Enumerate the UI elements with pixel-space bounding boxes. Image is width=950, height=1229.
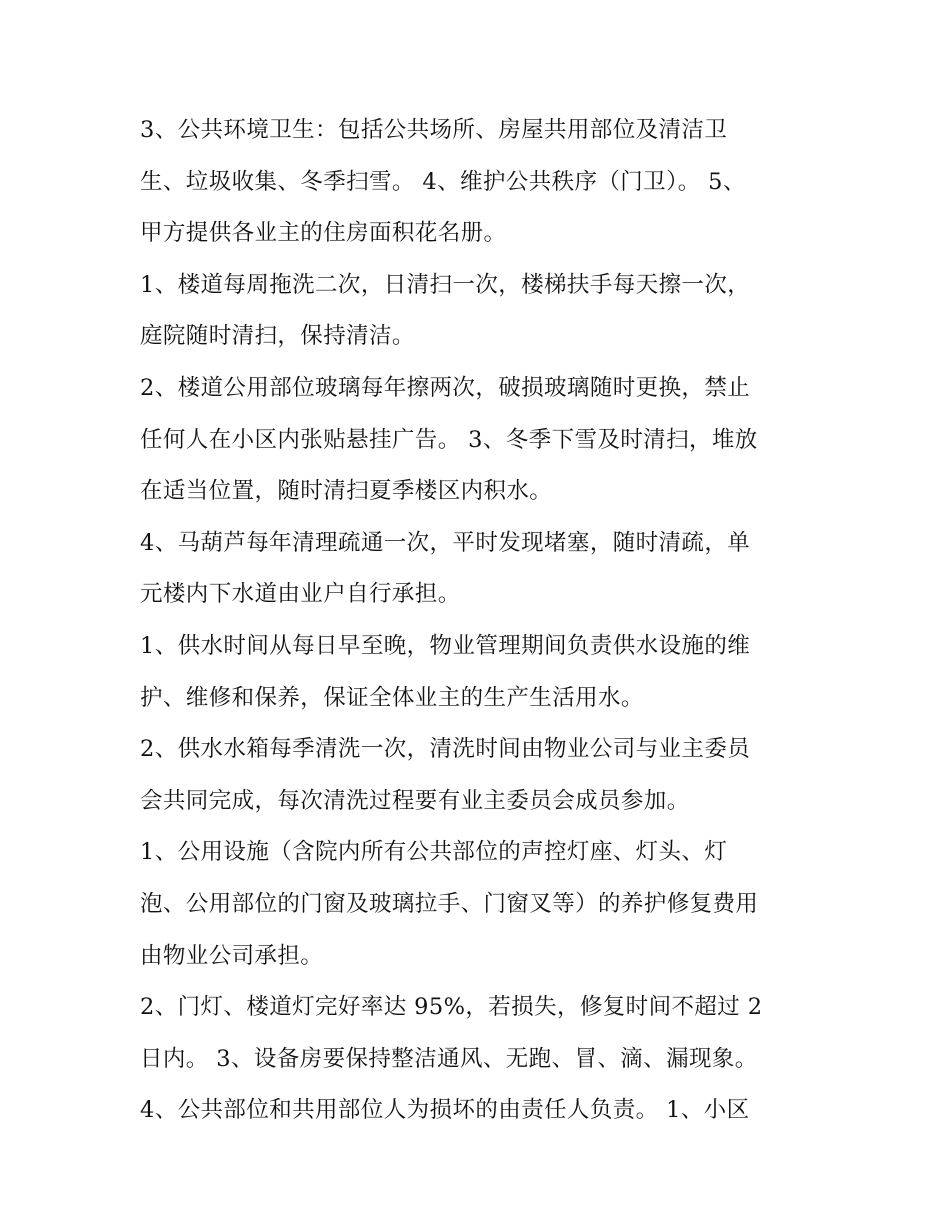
text-line: 会共同完成，每次清洗过程要有业主委员会成员参加。 — [140, 787, 690, 814]
text-line: 在适当位置，随时清扫夏季楼区内积水。 — [140, 478, 553, 505]
document-body — [140, 105, 830, 1137]
text-line: 2、供水水箱每季清洗一次，清洗时间由物业公司与业主委员 — [140, 736, 751, 763]
text-line: 2、楼道公用部位玻璃每年擦两次，破损玻璃随时更换，禁止 — [140, 374, 751, 401]
text-line: 4、公共部位和共用部位人为损坏的由责任人负责。 1、小区 — [140, 1097, 750, 1124]
text-line: 泡、公用部位的门窗及玻璃拉手、门窗叉等）的养护修复费用 — [140, 890, 759, 917]
text-line: 护、维修和保养，保证全体业主的生产生活用水。 — [140, 684, 644, 711]
text-line: 1、供水时间从每日早至晚，物业管理期间负责供水设施的维 — [140, 632, 751, 659]
text-line: 4、马葫芦每年清理疏通一次，平时发现堵塞，随时清疏，单 — [140, 529, 751, 556]
text-line: 1、楼道每周拖洗二次，日清扫一次，楼梯扶手每天擦一次， — [140, 271, 751, 298]
text-line: 甲方提供各业主的住房面积花名册。 — [140, 220, 507, 247]
text-line: 3、公共环境卫生：包括公共场所、房屋共用部位及清洁卫 — [140, 117, 728, 143]
text-line: 庭院随时清扫，保持清洁。 — [140, 323, 415, 350]
text-line: 生、垃圾收集、冬季扫雪。 4、维护公共秩序（门卫）。 5、 — [140, 168, 746, 195]
text-line: 日内。 3、设备房要保持整洁通风、无跑、冒、滴、漏现象。 — [140, 1045, 758, 1072]
text-line: 元楼内下水道由业户自行承担。 — [140, 581, 461, 608]
text-line: 2、门灯、楼道灯完好率达 95%，若损失，修复时间不超过 2 — [140, 994, 763, 1021]
text-line: 由物业公司承担。 — [140, 942, 324, 969]
text-line: 1、公用设施（含院内所有公共部位的声控灯座、灯头、灯 — [140, 839, 728, 866]
text-line: 任何人在小区内张贴悬挂广告。 3、冬季下雪及时清扫，堆放 — [140, 426, 758, 453]
